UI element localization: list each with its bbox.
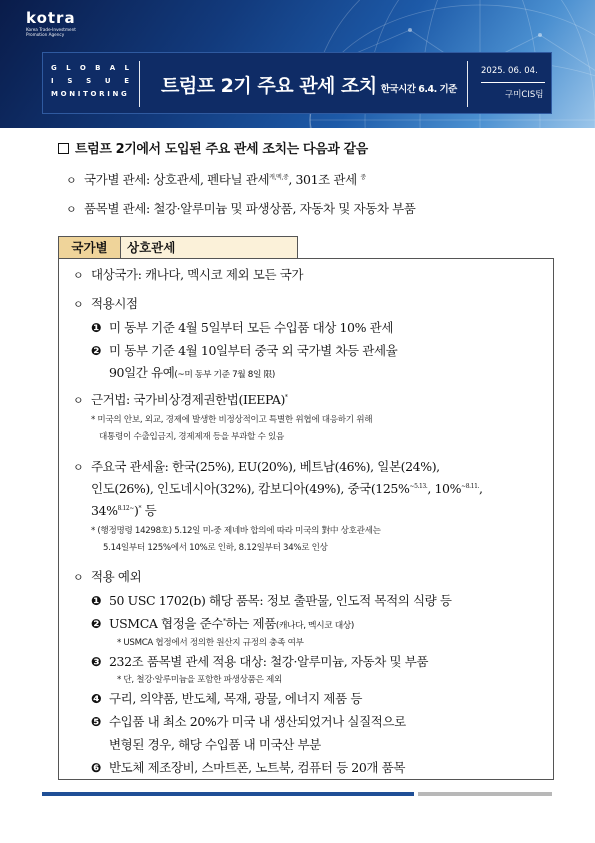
series-letter: M xyxy=(51,90,61,98)
date-underline xyxy=(481,82,545,83)
superscript: * xyxy=(138,505,142,512)
text: 근거법: 국가비상경제권한법(IEEPA) xyxy=(91,392,285,407)
text: 34% xyxy=(91,503,118,518)
series-letter: S xyxy=(86,77,92,85)
divider xyxy=(139,61,140,107)
text: 적용 예외 xyxy=(91,569,142,584)
timing-item-1 xyxy=(91,318,393,336)
series-letter: E xyxy=(124,77,129,85)
exceptions-title xyxy=(73,567,141,585)
text: 반도체 제조장비, 스마트폰, 노트북, 컴퓨터 등 20개 품목 xyxy=(109,760,406,775)
exception-5 xyxy=(91,712,406,730)
bullet-text: , 301조 관세 xyxy=(288,172,357,187)
team-name: 구미CIS팀 xyxy=(505,90,544,100)
legal-note-2: 대통령이 수출입금지, 경제제재 등을 부과할 수 있음 xyxy=(99,432,285,442)
superscript: 8.12~ xyxy=(117,505,134,512)
logo-wordmark: kotra xyxy=(26,9,76,27)
superscript: * xyxy=(223,618,226,625)
number-2-icon: ❷ xyxy=(91,343,102,358)
series-global xyxy=(51,62,129,75)
series-letter: O xyxy=(90,90,99,98)
exception-2-note: * USMCA 협정에서 정의한 원산지 규정의 충족 여부 xyxy=(117,638,304,648)
rates-line-2 xyxy=(91,479,483,497)
text: (캐나다, 멕시코 대상) xyxy=(275,621,354,631)
logo-tagline: Korea Trade-Investment Promotion Agency xyxy=(26,27,76,37)
title-text: 트럼프 2기 주요 관세 조치 xyxy=(161,75,377,97)
bullet-text: 품목별 관세: 철강·알루미늄 및 파생상품, 자동차 및 자동차 부품 xyxy=(84,201,416,216)
number-1-icon: ❶ xyxy=(91,593,102,608)
series-letter: L xyxy=(124,64,129,72)
series-letter: R xyxy=(99,90,107,98)
series-letter: O xyxy=(79,64,86,72)
text: USMCA 협정을 준수 xyxy=(109,616,224,631)
series-issue xyxy=(51,75,129,88)
summary-bullet-country xyxy=(66,170,558,188)
text: 주요국 관세율: 한국(25%), EU(20%), 베트남(46%), 일본(24%), xyxy=(91,459,440,474)
bullet-icon: ㅇ xyxy=(66,174,77,187)
text: ) xyxy=(133,503,139,518)
text: 50 USC 1702(b) 해당 품목: 정보 출판물, 인도적 목적의 식량 등 xyxy=(109,593,452,608)
series-letter: U xyxy=(104,77,111,85)
superscript: * xyxy=(284,394,288,401)
rates-line-1 xyxy=(73,457,440,475)
number-6-icon: ❻ xyxy=(91,760,102,775)
bullet-icon: ㅇ xyxy=(73,461,84,474)
exception-5-cont: 변형된 경우, 해당 수입품 내 미국산 부분 xyxy=(109,737,321,752)
exception-1 xyxy=(91,591,452,609)
superscript: 중 xyxy=(360,174,366,181)
series-monitoring xyxy=(51,88,129,101)
text: 미 동부 기준 4월 5일부터 모든 수입품 대상 10% 관세 xyxy=(109,320,394,335)
text: 인도(26%), 인도네시아(32%), 캄보디아(49%), 중국(125% xyxy=(91,481,410,496)
title-bar xyxy=(42,52,552,114)
rates-note-2: 5.14일부터 125%에서 10%로 인하, 8.12일부터 34%로 인상 xyxy=(103,543,328,553)
series-label xyxy=(51,62,129,101)
measure-header: 상호관세 xyxy=(121,237,297,258)
series-letter: B xyxy=(95,64,101,72)
timing-title xyxy=(73,294,138,312)
footer-bar-gray xyxy=(418,792,552,796)
series-letter: T xyxy=(83,90,91,98)
rates-note-1: * (행정명령 14298호) 5.12일 미-중 제네바 합의에 따라 미국의 對中 상호관세는 xyxy=(91,526,381,536)
number-5-icon: ❺ xyxy=(91,714,102,729)
table-header xyxy=(58,236,298,258)
series-letter: G xyxy=(51,64,57,72)
footer-bar-blue xyxy=(42,792,414,796)
number-3-icon: ❸ xyxy=(91,654,102,669)
series-letter: I xyxy=(77,90,83,98)
text: 232조 품목별 관세 적용 대상: 철강·알루미늄, 자동차 및 부품 xyxy=(109,654,429,669)
superscript: 캐,멕,중 xyxy=(269,174,289,181)
text: 미 동부 기준 4월 10일부터 중국 외 국가별 차등 관세율 xyxy=(109,343,398,358)
category-header: 국가별 xyxy=(59,237,121,258)
exception-4 xyxy=(91,689,362,707)
bullet-icon: ㅇ xyxy=(73,298,84,311)
kotra-logo xyxy=(26,9,96,37)
legal-note-1: * 미국의 안보, 외교, 경제에 발생한 비정상적이고 특별한 위협에 대응하기 위해 xyxy=(91,415,373,425)
divider xyxy=(467,61,468,107)
superscript: ~8.11. xyxy=(461,483,479,490)
series-letter: A xyxy=(109,64,116,72)
text: 등 xyxy=(141,503,157,518)
series-letter: I xyxy=(107,90,113,98)
series-letter: O xyxy=(60,90,69,98)
report-date: 2025. 06. 04. xyxy=(481,66,538,76)
summary-heading xyxy=(58,138,558,157)
exception-3 xyxy=(91,652,428,670)
bullet-text: 국가별 관세: 상호관세, 펜타닐 관세 xyxy=(84,172,270,187)
summary-section xyxy=(58,138,558,217)
text: 수입품 내 최소 20%가 미국 내 생산되었거나 실질적으로 xyxy=(109,714,406,729)
legal-basis xyxy=(73,390,288,408)
series-letter: N xyxy=(69,90,78,98)
header-banner xyxy=(0,0,595,128)
summary-bullet-item xyxy=(66,199,558,217)
timing-item-2 xyxy=(91,341,397,359)
number-1-icon: ❶ xyxy=(91,320,102,335)
rates-line-3 xyxy=(91,501,156,519)
text: , 10% xyxy=(427,481,462,496)
series-letter: S xyxy=(67,77,73,85)
series-letter: N xyxy=(112,90,121,98)
text: 구리, 의약품, 반도체, 목재, 광물, 에너지 제품 등 xyxy=(109,691,363,706)
exception-3-note: * 단, 철강·알루미늄을 포함한 파생상품은 제외 xyxy=(117,675,283,685)
exception-6 xyxy=(91,758,405,776)
checkbox-square-icon xyxy=(58,143,69,154)
superscript: ~5.13. xyxy=(409,483,428,490)
page-title xyxy=(161,71,457,98)
text: 대상국가: 캐나다, 멕시코 제외 모든 국가 xyxy=(91,267,304,282)
text: 하는 제품 xyxy=(225,616,276,631)
text: , xyxy=(479,481,483,496)
bullet-icon: ㅇ xyxy=(73,269,84,282)
text: (~미 동부 기준 7월 8일 限) xyxy=(174,370,275,380)
bullet-icon: ㅇ xyxy=(66,203,77,216)
table-body xyxy=(58,258,554,780)
bullet-icon: ㅇ xyxy=(73,571,84,584)
series-letter: I xyxy=(51,77,54,85)
number-2-icon: ❷ xyxy=(91,616,102,631)
timing-item-2-cont xyxy=(109,363,275,381)
number-4-icon: ❹ xyxy=(91,691,102,706)
bullet-icon: ㅇ xyxy=(73,394,84,407)
exception-2 xyxy=(91,614,354,632)
text: 90일간 유예 xyxy=(109,365,175,380)
series-letter: G xyxy=(121,90,129,98)
target-countries xyxy=(73,265,303,283)
heading-text: 트럼프 2기에서 도입된 주요 관세 조치는 다음과 같음 xyxy=(75,142,368,157)
title-subtext: 한국시간 6.4. 기준 xyxy=(380,84,457,95)
series-letter: L xyxy=(66,64,71,72)
text: 적용시점 xyxy=(91,296,138,311)
